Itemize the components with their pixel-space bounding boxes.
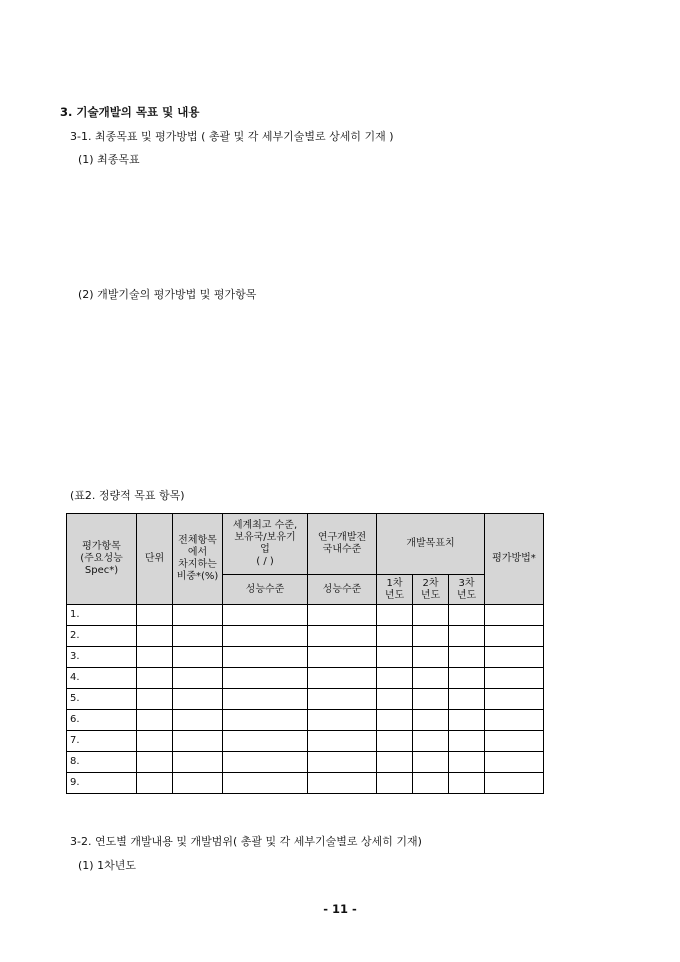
table-cell	[308, 647, 377, 668]
table-cell	[449, 605, 485, 626]
table-cell	[223, 668, 308, 689]
row-number: 9.	[67, 773, 137, 794]
row-number: 1.	[67, 605, 137, 626]
table-cell	[377, 710, 413, 731]
item-evaluation: (2) 개발기술의 평가방법 및 평가항목	[78, 288, 257, 301]
table-row	[67, 773, 544, 794]
table-cell	[223, 752, 308, 773]
page-number: - 11 -	[323, 902, 357, 916]
table-cell	[137, 731, 173, 752]
table-cell	[449, 668, 485, 689]
table-cell	[377, 689, 413, 710]
header-target: 개발목표치	[377, 514, 485, 575]
table-cell	[308, 605, 377, 626]
table-cell	[223, 626, 308, 647]
header-unit: 단위	[137, 514, 173, 605]
table-cell	[223, 647, 308, 668]
table-cell	[377, 731, 413, 752]
table-cell	[449, 647, 485, 668]
table-row	[67, 668, 544, 689]
header-performance-domestic: 성능수준	[308, 575, 377, 605]
table-cell	[308, 689, 377, 710]
table-cell	[223, 710, 308, 731]
table-cell	[449, 773, 485, 794]
table-cell	[377, 647, 413, 668]
table-cell	[485, 731, 544, 752]
table-row	[67, 626, 544, 647]
table-cell	[173, 668, 223, 689]
table-cell	[173, 626, 223, 647]
table-cell	[413, 605, 449, 626]
table-cell	[223, 689, 308, 710]
table-cell	[173, 710, 223, 731]
header-year-1: 1차 년도	[377, 575, 413, 605]
table-cell	[413, 752, 449, 773]
table-caption: (표2. 정량적 목표 항목)	[70, 489, 185, 502]
table-cell	[137, 647, 173, 668]
table-cell	[485, 710, 544, 731]
table-cell	[308, 773, 377, 794]
row-number: 5.	[67, 689, 137, 710]
row-number: 8.	[67, 752, 137, 773]
table-cell	[137, 605, 173, 626]
row-number: 2.	[67, 626, 137, 647]
table-cell	[485, 626, 544, 647]
table-cell	[137, 689, 173, 710]
row-number: 3.	[67, 647, 137, 668]
header-domestic-level: 연구개발전 국내수준	[308, 514, 377, 575]
table-row	[67, 731, 544, 752]
header-performance-world: 성능수준	[223, 575, 308, 605]
section-title: 3. 기술개발의 목표 및 내용	[60, 105, 200, 119]
table-row	[67, 605, 544, 626]
table-row	[67, 647, 544, 668]
table-cell	[308, 731, 377, 752]
table-cell	[173, 689, 223, 710]
table-cell	[449, 689, 485, 710]
table-cell	[449, 752, 485, 773]
table-cell	[377, 626, 413, 647]
table-cell	[449, 626, 485, 647]
header-world-level: 세계최고 수준, 보유국/보유기 업 ( / )	[223, 514, 308, 575]
table-cell	[173, 647, 223, 668]
table-cell	[449, 710, 485, 731]
table-cell	[308, 626, 377, 647]
table-cell	[137, 626, 173, 647]
table-cell	[223, 731, 308, 752]
table-cell	[377, 605, 413, 626]
table-cell	[137, 752, 173, 773]
table-cell	[173, 752, 223, 773]
table-cell	[413, 626, 449, 647]
subsection-3-2: 3-2. 연도별 개발내용 및 개발범위( 총괄 및 각 세부기술별로 상세히 기재)	[70, 835, 422, 848]
table-cell	[173, 773, 223, 794]
table-cell	[223, 605, 308, 626]
quantitative-goal-table	[66, 513, 544, 794]
table-cell	[485, 668, 544, 689]
table-cell	[377, 773, 413, 794]
table-cell	[413, 668, 449, 689]
table-cell	[173, 731, 223, 752]
table-cell	[377, 752, 413, 773]
table-cell	[137, 773, 173, 794]
row-number: 7.	[67, 731, 137, 752]
header-year-2: 2차 년도	[413, 575, 449, 605]
table-row	[67, 710, 544, 731]
table-cell	[413, 689, 449, 710]
header-method: 평가방법*	[485, 514, 544, 605]
table-cell	[173, 605, 223, 626]
table-cell	[485, 773, 544, 794]
table-cell	[485, 647, 544, 668]
table-cell	[308, 752, 377, 773]
table-cell	[413, 773, 449, 794]
table-cell	[485, 752, 544, 773]
header-year-3: 3차 년도	[449, 575, 485, 605]
table-cell	[377, 668, 413, 689]
table-cell	[137, 668, 173, 689]
table-cell	[308, 710, 377, 731]
table-cell	[308, 668, 377, 689]
table-cell	[223, 773, 308, 794]
subsection-3-1: 3-1. 최종목표 및 평가방법 ( 총괄 및 각 세부기술별로 상세히 기재 )	[70, 130, 394, 143]
table-cell	[413, 731, 449, 752]
item-final-goal: (1) 최종목표	[78, 153, 140, 166]
row-number: 4.	[67, 668, 137, 689]
header-item: 평가항목 (주요성능 Spec*)	[67, 514, 137, 605]
table-row	[67, 689, 544, 710]
header-weight: 전체항목 에서 차지하는 비중*(%)	[173, 514, 223, 605]
item-year-1: (1) 1차년도	[78, 859, 136, 872]
table-cell	[485, 605, 544, 626]
table-cell	[485, 689, 544, 710]
table-cell	[413, 710, 449, 731]
table-cell	[413, 647, 449, 668]
row-number: 6.	[67, 710, 137, 731]
table-cell	[449, 731, 485, 752]
table-row	[67, 752, 544, 773]
table-cell	[137, 710, 173, 731]
